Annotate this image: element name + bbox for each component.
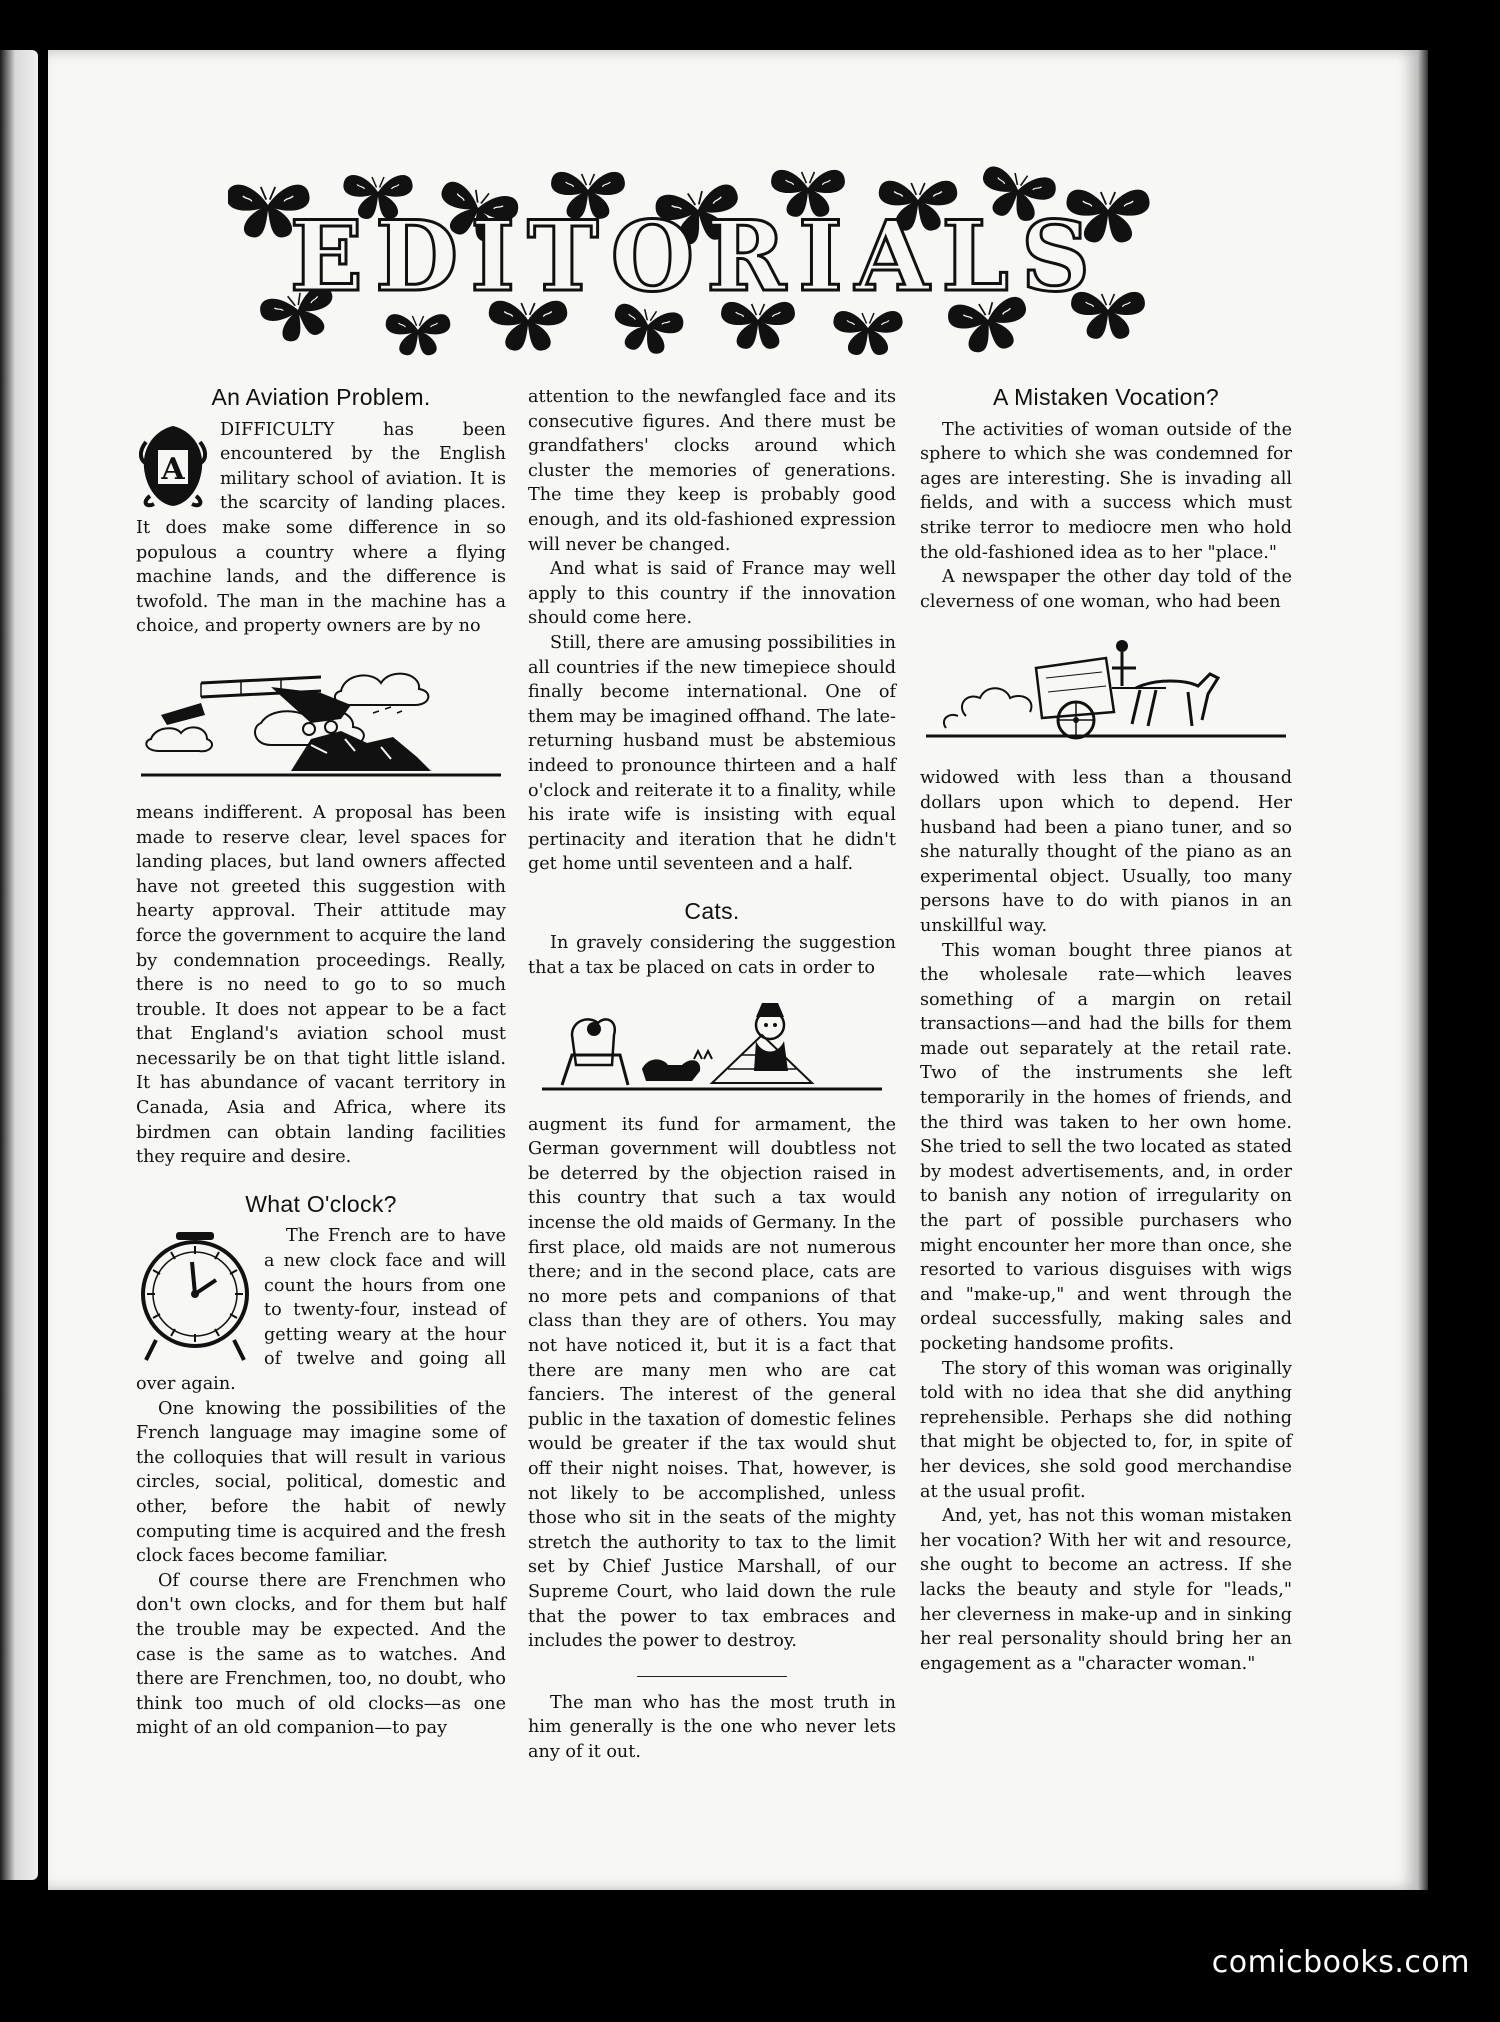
page-edge [1418,50,1428,1890]
aviation-paragraph-2: means indifferent. A proposal has been made to reserve clear, level spaces for landing places, but land owners affected have not greeted this suggestion with hearty approval. Their attitude may force the government to acquire the land by condemnation proceedings. Really, there is no need to go to so much trouble. It does not appear to be a fact that England's aviation school must necessarily be on that tight little island. It has abundance of vacant territory in Canada, Asia and Africa, where its birdmen can obtain landing facilities they require and desire. [136,802,506,1168]
vocation-paragraph-1: The activities of woman outside of the sphere to which she was condemned for ages are interesting. She is invading all fields, and with a success which must strike terror to mediocre men who hold the old-fashioned idea as to her "place." [920,419,1292,563]
vocation-paragraph-3: widowed with less than a thousand dollars upon which to depend. Her husband had been a piano tuner, and so she naturally thought of the piano as an experimental object. Usually, too many persons have to do with pianos in an unskillful way. [920,768,1292,936]
clock-paragraph-3: Of course there are Frenchmen who don't own clocks, and for them but half the trouble may be expected. And the case is the same as to watches. And there are Frenchmen, too, no doubt, who think too much of old clocks—as one might of an old companion—to pay [136,1570,506,1739]
dropcap-letter: A [161,451,185,487]
vocation-paragraph-5: The story of this woman was originally told with no idea that she did anything reprehensible. Perhaps she did nothing that might be objected to, for, in spite of her devices, she sold good merchandise at the usual profit. [920,1358,1292,1502]
vocation-paragraph-2: A newspaper the other day told of the cleverness of one woman, who had been [920,567,1292,612]
cats-paragraph-1: In gravely considering the suggestion that a tax be placed on cats in order to [528,933,896,979]
heading-what-oclock: What O'clock? [245,1190,397,1217]
closing-paragraph: The man who has the most truth in him generally is the one who never lets any of it out. [528,1692,896,1762]
heading-cats: Cats. [684,897,740,924]
clock-paragraph-1: The French are to have a new clock face and will count the hours from one to twenty-four, instead of getting weary at the hour of twelve and going all over again. [136,1226,506,1394]
clock-paragraph-2: One knowing the possibilities of the French language may imagine some of the colloquies that will result in various circles, social, political, domestic and other, before the habit of newly computing time is acquired and the fresh clock faces become familiar. [136,1398,506,1567]
heading-aviation: An Aviation Problem. [211,384,431,410]
butterfly-banner-icon [228,160,1164,370]
clock-icon [136,1230,254,1368]
section-divider [637,1676,787,1677]
aviation-paragraph-1: DIFFICULTY has been encountered by the English military school of aviation. It is the scarcity of landing places. It does make some difference in so populous a country where a flying machine lands, and the difference is twofold. The man in the machine has a choice, and property owners are by no [136,419,506,637]
clock-paragraph-1-intro [136,1224,506,1396]
facing-page-edge [0,50,38,1880]
editorials-banner [228,160,1164,370]
cats-paragraph-2: augment its fund for armament, the German government will doubtless not be deterred by the objection raised in this country that such a tax would incense the old maids of Germany. In the first place, old maids are not numerous there; and in the second place, cats are no more pets and companions of that class than they are of others. You may not have noticed it, but it is a fact that there are many men who are cat fanciers. The interest of the general public in the taxation of domestic felines would be greater if the tax would shut off their night noises. That, however, is not likely to be accomplished, unless those who sit in the seats of the mighty stretch the authority to tax to the limit set by Chief Justice Marshall, of our Supreme Court, who laid down the rule that the power to tax embraces and includes the power to destroy. [528,1114,896,1652]
vocation-paragraph-6: And, yet, has not this woman mistaken her vocation? With her wit and resource, she ought to become an actress. If she lacks the beauty and style for "leads," her cleverness in make-up and in sinking her real personality should bring her an engagement as a "character woman." [920,1506,1292,1674]
watermark-label: comicbooks.com [1211,1945,1470,1980]
biplane-icon [141,653,501,783]
horse-cart-icon [926,628,1286,748]
column-left [136,385,506,1741]
clock-possibilities-paragraph: Still, there are amusing possibilities in all countries if the new timepiece should finally become international. One of them may be imagined offhand. The late-returning husband must be abstemious indeed to pronounce thirteen and a half o'clock and reiterate it to a finality, while his irate wife is insisting with equal pertinacity and iteration that he didn't get home until seventeen and a half. [528,632,896,875]
heading-mistaken-vocation: A Mistaken Vocation? [993,384,1219,410]
banner-title: EDITORIALS [289,200,1103,313]
column-middle [528,385,896,1765]
clock-continued-paragraph: attention to the newfangled face and its consecutive figures. And there must be grandfathers' clocks around which cluster the memories of generations. The time they keep is probably good enough, and its old-fashioned expression will never be changed. [528,387,896,555]
column-right [920,385,1292,1676]
clock-france-paragraph: And what is said of France may well apply to this country if the innovation should come here. [528,559,896,629]
cat-icon [542,995,882,1095]
vocation-paragraph-4: This woman bought three pianos at the wholesale rate—which leaves something of a margin on retail transactions—and had the bills for them made out separately at the retail rate. Two of the instruments she left temporarily in the homes of friends, and the third was taken to her own home. She tried to sell the two located as stated by modest advertisements, and, in order to banish any notion of irregularity on the part of possible purchasers who might encounter her more than once, she resorted to various disguises with wigs and "make-up," and went through the ordeal successfully, making sales and pocketing handsome profits. [920,940,1292,1354]
dropcap-a-icon [136,422,210,510]
